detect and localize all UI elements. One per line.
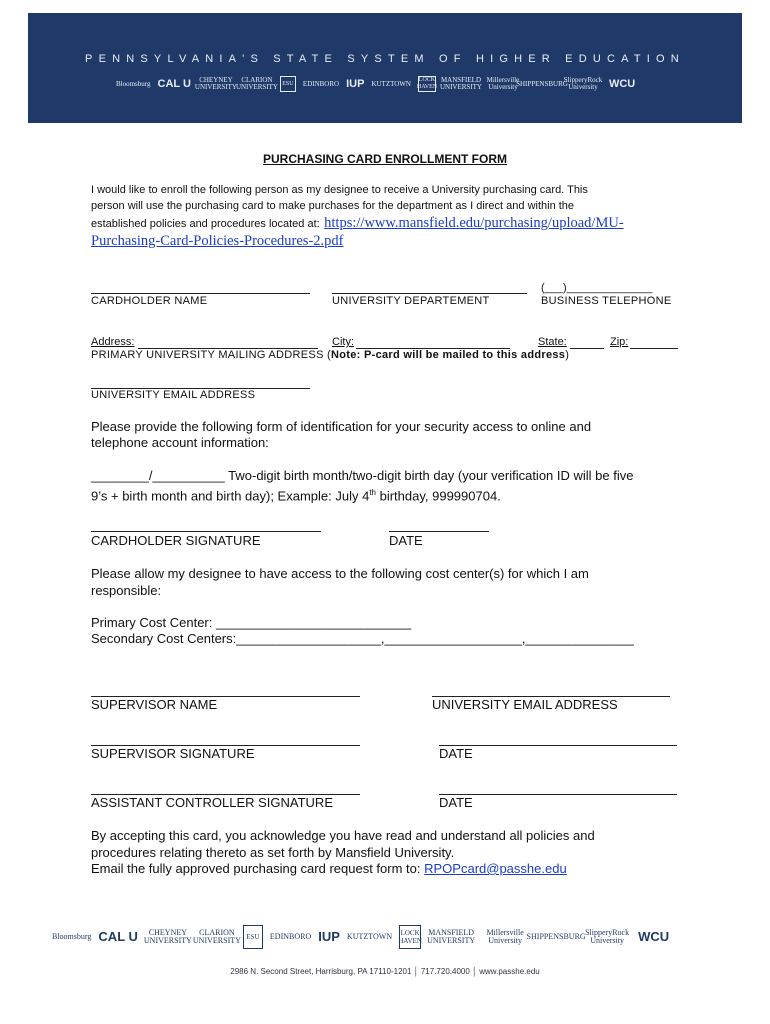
lock-haven-logo: LOCK HAVEN xyxy=(416,77,438,90)
birth-example-end: birthday, 999990704. xyxy=(376,488,501,504)
form-title: PURCHASING CARD ENROLLMENT FORM xyxy=(263,152,507,166)
zip-line[interactable] xyxy=(630,348,678,349)
cost-center-line-2: responsible: xyxy=(91,583,162,598)
cardholder-signature-line[interactable] xyxy=(91,531,321,532)
university-logos-top xyxy=(116,73,642,95)
supervisor-date-line[interactable] xyxy=(439,745,677,746)
mailing-address-label: PRIMARY UNIVERSITY MAILING ADDRESS ( xyxy=(91,349,332,361)
header-banner xyxy=(28,13,742,123)
clarion-logo: CLARION UNIVERSITY xyxy=(235,76,278,91)
birth-superscript: th xyxy=(369,488,376,497)
wcu-logo: WCU xyxy=(608,77,636,90)
kutztown-logo: KUTZTOWN xyxy=(371,79,411,88)
intro-line-1: I would like to enroll the following person as my designee to receive a University purchasing card. This xyxy=(91,184,588,196)
calu-logo: CAL U xyxy=(157,77,191,90)
supervisor-date-label: DATE xyxy=(439,746,473,761)
controller-date-line[interactable] xyxy=(439,794,677,795)
millersville-logo: Millersville University xyxy=(486,76,520,91)
phone-blank[interactable]: (___)______________ xyxy=(541,282,653,294)
mailing-close: ) xyxy=(565,349,570,361)
cardholder-name-label: CARDHOLDER NAME xyxy=(91,295,208,307)
bloomsburg-logo: Bloomsburg xyxy=(116,79,151,88)
state-label: State: xyxy=(538,336,567,348)
slippery-rock-logo-bottom: SlipperyRock University xyxy=(585,928,630,945)
cost-center-line-1: Please allow my designee to have access to the following cost center(s) for which I am xyxy=(91,566,589,581)
shippensburg-logo-bottom: SHIPPENSBURG xyxy=(526,932,586,941)
cardholder-signature-label: CARDHOLDER SIGNATURE xyxy=(91,533,261,548)
iup-logo: IUP xyxy=(346,77,365,90)
birth-line-2 xyxy=(91,485,501,504)
university-email-label: UNIVERSITY EMAIL ADDRESS xyxy=(91,389,256,401)
assistant-controller-label: ASSISTANT CONTROLLER SIGNATURE xyxy=(91,795,333,810)
department-line[interactable] xyxy=(332,293,527,294)
birth-line-1 xyxy=(91,468,633,484)
accept-line-1: By accepting this card, you acknowledge you have read and understand all policies and xyxy=(91,828,595,843)
city-label: City: xyxy=(332,336,354,348)
shippensburg-logo: SHIPPENSBURG xyxy=(516,79,568,88)
clarion-logo-bottom: CLARION UNIVERSITY xyxy=(192,928,241,945)
secondary-cost-centers[interactable]: Secondary Cost Centers:____________________,___________________,_______________ xyxy=(91,631,634,646)
cardholder-name-line[interactable] xyxy=(91,293,310,294)
iup-logo-bottom: IUP xyxy=(318,929,340,944)
university-department-label: UNIVERSITY DEPARTEMENT xyxy=(332,295,490,307)
edinboro-logo: EDINBORO xyxy=(302,79,340,88)
system-title: PENNSYLVANIA'S STATE SYSTEM OF HIGHER EDUCATION xyxy=(85,53,685,65)
slippery-rock-logo: SlipperyRock University xyxy=(563,76,603,91)
mailing-address-caption xyxy=(91,349,569,361)
birth-date-blank[interactable]: ________/__________ xyxy=(91,468,225,483)
intro-line-3 xyxy=(91,214,624,232)
supervisor-email-label: UNIVERSITY EMAIL ADDRESS xyxy=(432,697,618,712)
address-label: Address: xyxy=(91,336,135,348)
primary-cost-center[interactable]: Primary Cost Center: ___________________________ xyxy=(91,615,412,630)
mansfield-logo: MANSFIELD UNIVERSITY xyxy=(439,76,482,91)
policy-link-continued[interactable]: Purchasing-Card-Policies-Procedures-2.pdf xyxy=(91,233,344,249)
footer-address: 2986 N. Second Street, Harrisburg, PA 17110-1201 │ 717.720.4000 │ www.passhe.edu xyxy=(230,967,540,976)
identification-line-1: Please provide the following form of identification for your security access to online and xyxy=(91,419,592,434)
zip-label: Zip: xyxy=(610,336,629,348)
birth-example: 9’s + birth month and birth day); Example: July 4 xyxy=(91,488,370,504)
supervisor-name-label: SUPERVISOR NAME xyxy=(91,697,218,712)
mailing-note: Note: P-card will be mailed to this address xyxy=(331,349,566,361)
controller-date-label: DATE xyxy=(439,795,473,810)
email-instruction-line xyxy=(91,861,567,877)
accept-line-2: procedures relating thereto as set forth by Mansfield University. xyxy=(91,845,455,860)
identification-line-2: telephone account information: xyxy=(91,435,269,450)
esu-logo: ESU xyxy=(280,76,296,92)
esu-logo-bottom: ESU xyxy=(243,925,263,949)
edinboro-logo-bottom: EDINBORO xyxy=(269,932,312,941)
cheyney-logo: CHEYNEY UNIVERSITY xyxy=(194,76,237,91)
intro-line-2: person will use the purchasing card to make purchases for the department as I direct and within the xyxy=(91,200,575,212)
cheyney-logo-bottom: CHEYNEY UNIVERSITY xyxy=(143,928,192,945)
lock-haven-logo-bottom: LOCK HAVEN xyxy=(399,925,421,949)
business-telephone-label: BUSINESS TELEPHONE xyxy=(541,295,672,307)
mansfield-logo-bottom: MANSFIELD UNIVERSITY xyxy=(427,928,476,945)
intro-line-3-text: established policies and procedures located at: xyxy=(91,218,320,230)
kutztown-logo-bottom: KUTZTOWN xyxy=(346,932,393,941)
cardholder-date-label: DATE xyxy=(389,533,423,548)
wcu-logo-bottom: WCU xyxy=(638,929,670,944)
calu-logo-bottom: CAL U xyxy=(98,929,138,944)
birth-instructions: Two-digit birth month/two-digit birth day (your verification ID will be five xyxy=(224,468,634,483)
supervisor-signature-label: SUPERVISOR SIGNATURE xyxy=(91,746,255,761)
email-link[interactable]: RPOPcard@passhe.edu xyxy=(424,861,567,876)
bloomsburg-logo-bottom: Bloomsburg xyxy=(52,932,92,941)
policy-link[interactable]: https://www.mansfield.edu/purchasing/upload/MU- xyxy=(324,215,624,231)
university-logos-bottom xyxy=(52,922,676,952)
state-line[interactable] xyxy=(570,348,604,349)
email-instruction: Email the fully approved purchasing card request form to: xyxy=(91,861,425,876)
cardholder-date-line[interactable] xyxy=(389,531,489,532)
millersville-logo-bottom: Millersville University xyxy=(486,928,524,945)
